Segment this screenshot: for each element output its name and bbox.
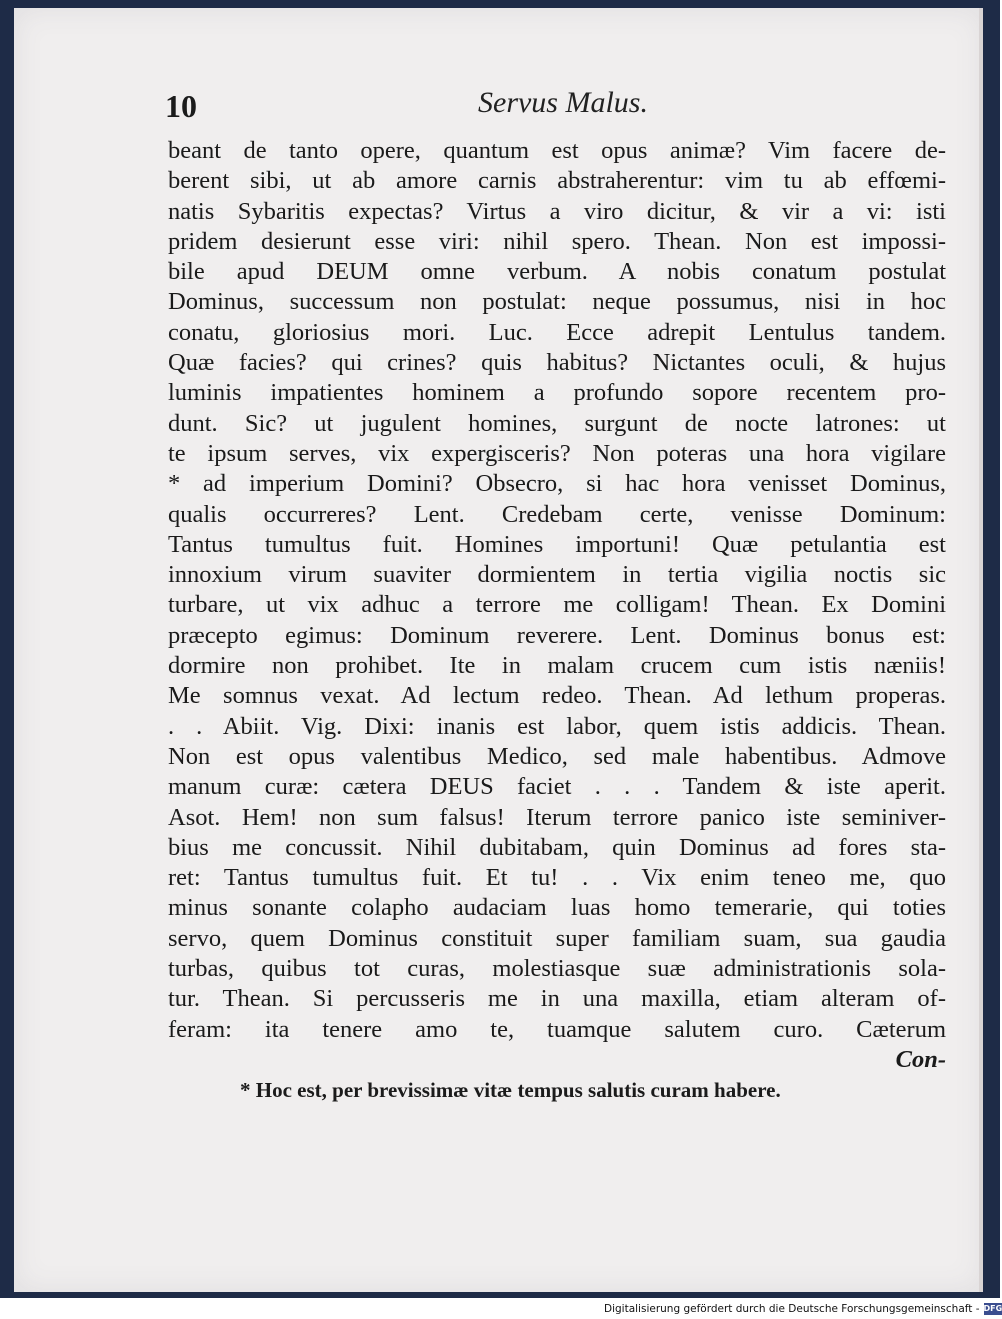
text-line: servo, quem Dominus constituit super familiam suam, sua gaudia [168, 924, 946, 952]
text-line: tur. Thean. Si percusseris me in una maxilla, etiam alteram of- [168, 985, 946, 1013]
text-line: pridem desierunt esse viri: nihil spero. Thean. Non est impossi- [168, 227, 946, 255]
body-text [168, 136, 946, 1075]
page-header [160, 80, 950, 124]
running-title: Servus Malus. [478, 86, 648, 119]
text-line: Dominus, successum non postulat: neque possumus, nisi in hoc [168, 288, 946, 316]
catchword: Con- [895, 1045, 946, 1073]
text-line: te ipsum serves, vix expergisceris? Non poteras una hora vigilare [168, 439, 946, 467]
page-edge [979, 8, 983, 1292]
text-line: Non est opus valentibus Medico, sed male habentibus. Admove [168, 742, 946, 770]
text-line: Asot. Hem! non sum falsus! Iterum terrore panico iste seminiver- [168, 803, 946, 831]
text-line: turbare, ut vix adhuc a terrore me colligam! Thean. Ex Domini [168, 591, 946, 619]
text-line: ret: Tantus tumultus fuit. Et tu! . . Vix enim teneo me, quo [168, 864, 946, 892]
text-line: feram: ita tenere amo te, tuamque salutem curo. Cæterum [168, 1015, 946, 1043]
footnote: * Hoc est, per brevissimæ vitæ tempus salutis curam habere. [240, 1078, 781, 1102]
text-line: præcepto egimus: Dominum reverere. Lent. Dominus bonus est: [168, 621, 946, 649]
text-line: beant de tanto opere, quantum est opus animæ? Vim facere de- [168, 137, 946, 164]
dfg-logo: DFG [983, 1304, 1002, 1313]
page-number: 10 [165, 88, 197, 124]
text-line: * ad imperium Domini? Obsecro, si hac hora venisset Dominus, [168, 470, 946, 498]
credit-text: Digitalisierung gefördert durch die Deutsche Forschungsgemeinschaft - [604, 1303, 980, 1315]
text-line: dormire non prohibet. Ite in malam crucem cum istis næniis! [168, 652, 946, 680]
text-line: minus sonante colapho audaciam luas homo temerarie, qui toties [168, 894, 946, 922]
text-line: Me somnus vexat. Ad lectum redeo. Thean. Ad lethum properas. [168, 682, 946, 710]
text-line: Tantus tumultus fuit. Homines importuni! Quæ petulantia est [168, 530, 946, 558]
text-line: conatu, gloriosius mori. Luc. Ecce adrepit Lentulus tandem. [168, 318, 946, 346]
text-line: turbas, quibus tot curas, molestiasque suæ administrationis sola- [168, 955, 946, 983]
text-line: . . Abiit. Vig. Dixi: inanis est labor, quem istis addicis. Thean. [168, 712, 946, 740]
text-line: luminis impatientes hominem a profundo sopore recentem pro- [168, 379, 946, 407]
text-line: bile apud DEUM omne verbum. A nobis conatum postulat [168, 258, 946, 286]
text-line: berent sibi, ut ab amore carnis abstraherentur: vim tu ab effœmi- [168, 167, 946, 195]
text-line: Quæ facies? qui crines? quis habitus? Nictantes oculi, & hujus [168, 349, 946, 377]
text-line: innoxium virum suaviter dormientem in tertia vigilia noctis sic [168, 561, 946, 589]
text-line: bius me concussit. Nihil dubitabam, quin Dominus ad fores sta- [168, 833, 946, 861]
text-line: qualis occurreres? Lent. Credebam certe, venisse Dominum: [168, 500, 946, 528]
text-line: natis Sybaritis expectas? Virtus a viro dicitur, & vir a vi: isti [168, 197, 946, 225]
text-line: manum curæ: cætera DEUS faciet . . . Tandem & iste aperit. [168, 773, 946, 801]
digitization-credit [604, 1301, 1002, 1317]
text-line: dunt. Sic? ut jugulent homines, surgunt de nocte latrones: ut [168, 409, 946, 437]
